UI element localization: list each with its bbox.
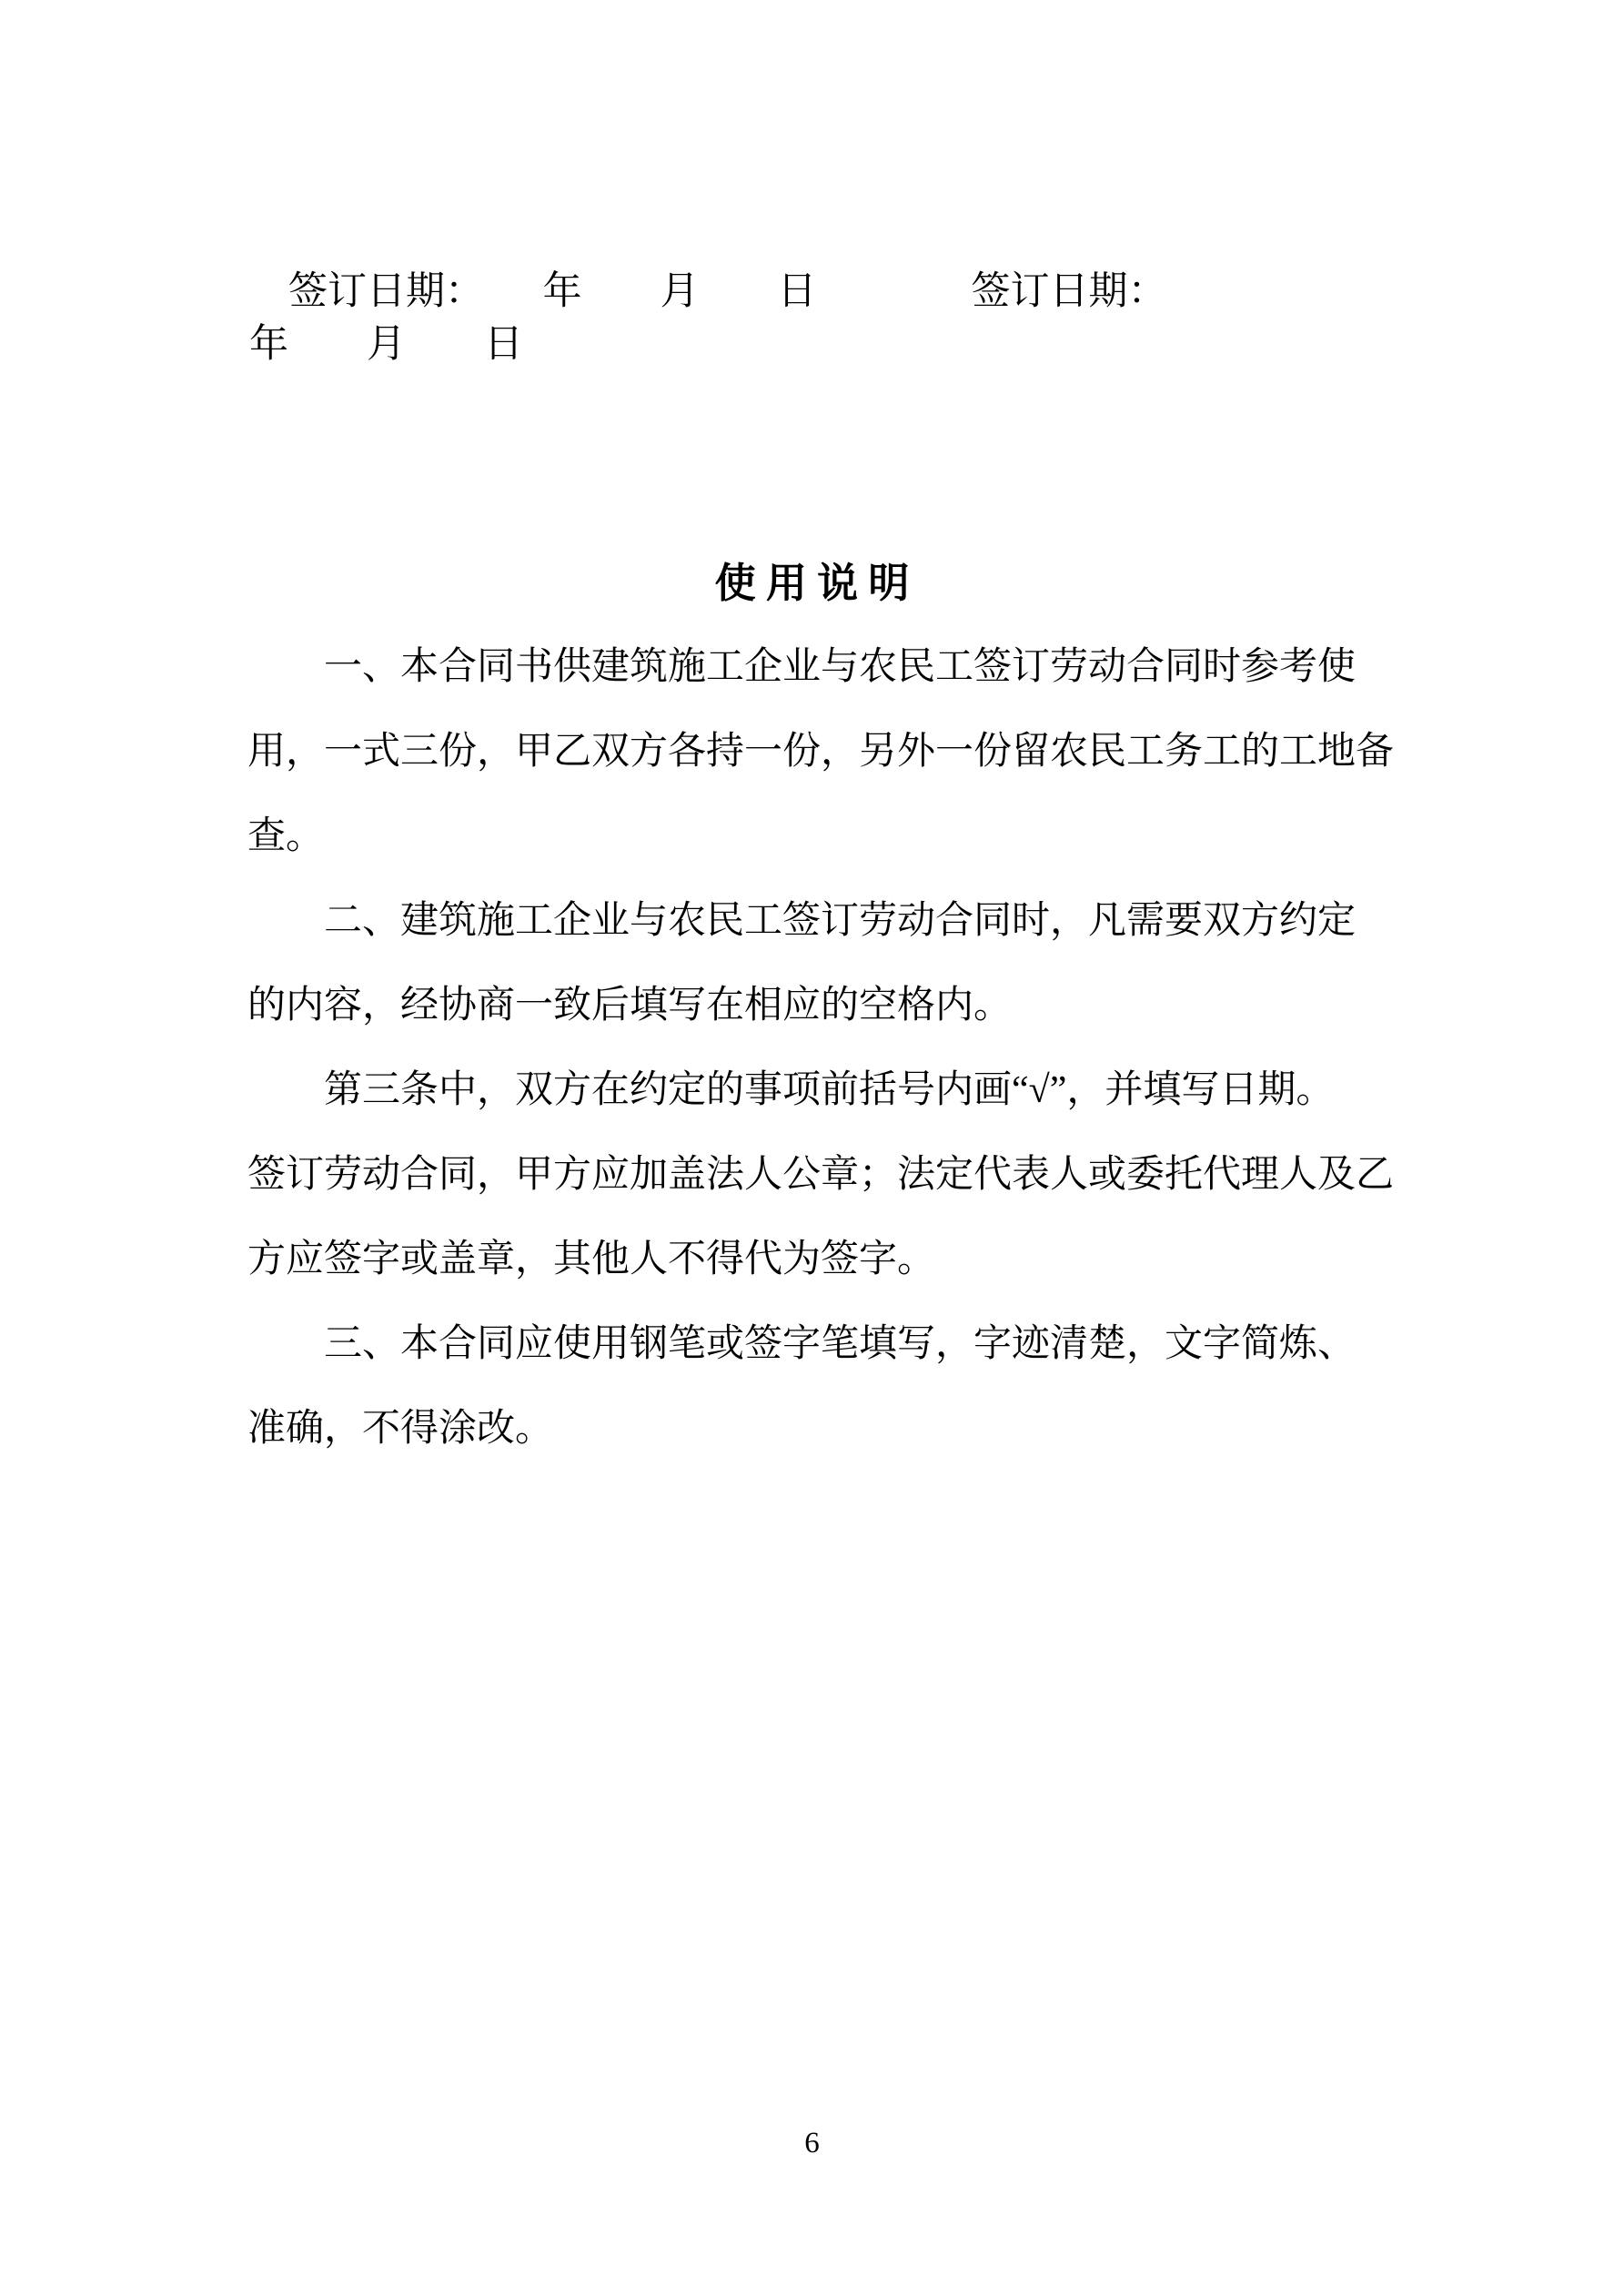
usage-note-line: 一、本合同书供建筑施工企业与农民工签订劳动合同时参考使 [247, 646, 1357, 688]
usage-note-line: 用，一式三份，甲乙双方各持一份，另外一份留农民工务工的工地备 [247, 731, 1395, 773]
usage-note-line: 三、本合同应使用钢笔或签字笔填写，字迹清楚，文字简炼、 [247, 1323, 1357, 1365]
usage-note-line: 准确，不得涂改。 [247, 1408, 554, 1450]
usage-notes-body [247, 625, 1412, 1472]
usage-note-line: 方应签字或盖章，其他人不得代为签字。 [247, 1239, 936, 1280]
party-b-signing-date-wrapped-line: 年 月 日 [249, 323, 523, 366]
page-number: 6 [804, 2127, 820, 2159]
usage-note-line: 二、建筑施工企业与农民工签订劳动合同时，凡需要双方约定 [247, 900, 1357, 942]
usage-note-line: 第三条中，双方在约定的事项前括号内画“√”，并填写日期。 [247, 1069, 1335, 1111]
party-a-signing-date-line: 签订日期： 年 月 日 [288, 269, 817, 313]
usage-note-line: 签订劳动合同，甲方应加盖法人公章；法定代表人或委托代理人及乙 [247, 1154, 1395, 1196]
usage-notes-title: 使 用 说 明 [714, 561, 910, 606]
date-row-spacer [817, 303, 972, 304]
usage-note-line: 查。 [247, 815, 325, 857]
usage-note-line: 的内容，经协商一致后填写在相应的空格内。 [247, 985, 1013, 1027]
party-b-signing-date-label: 签订日期： [971, 269, 1167, 313]
